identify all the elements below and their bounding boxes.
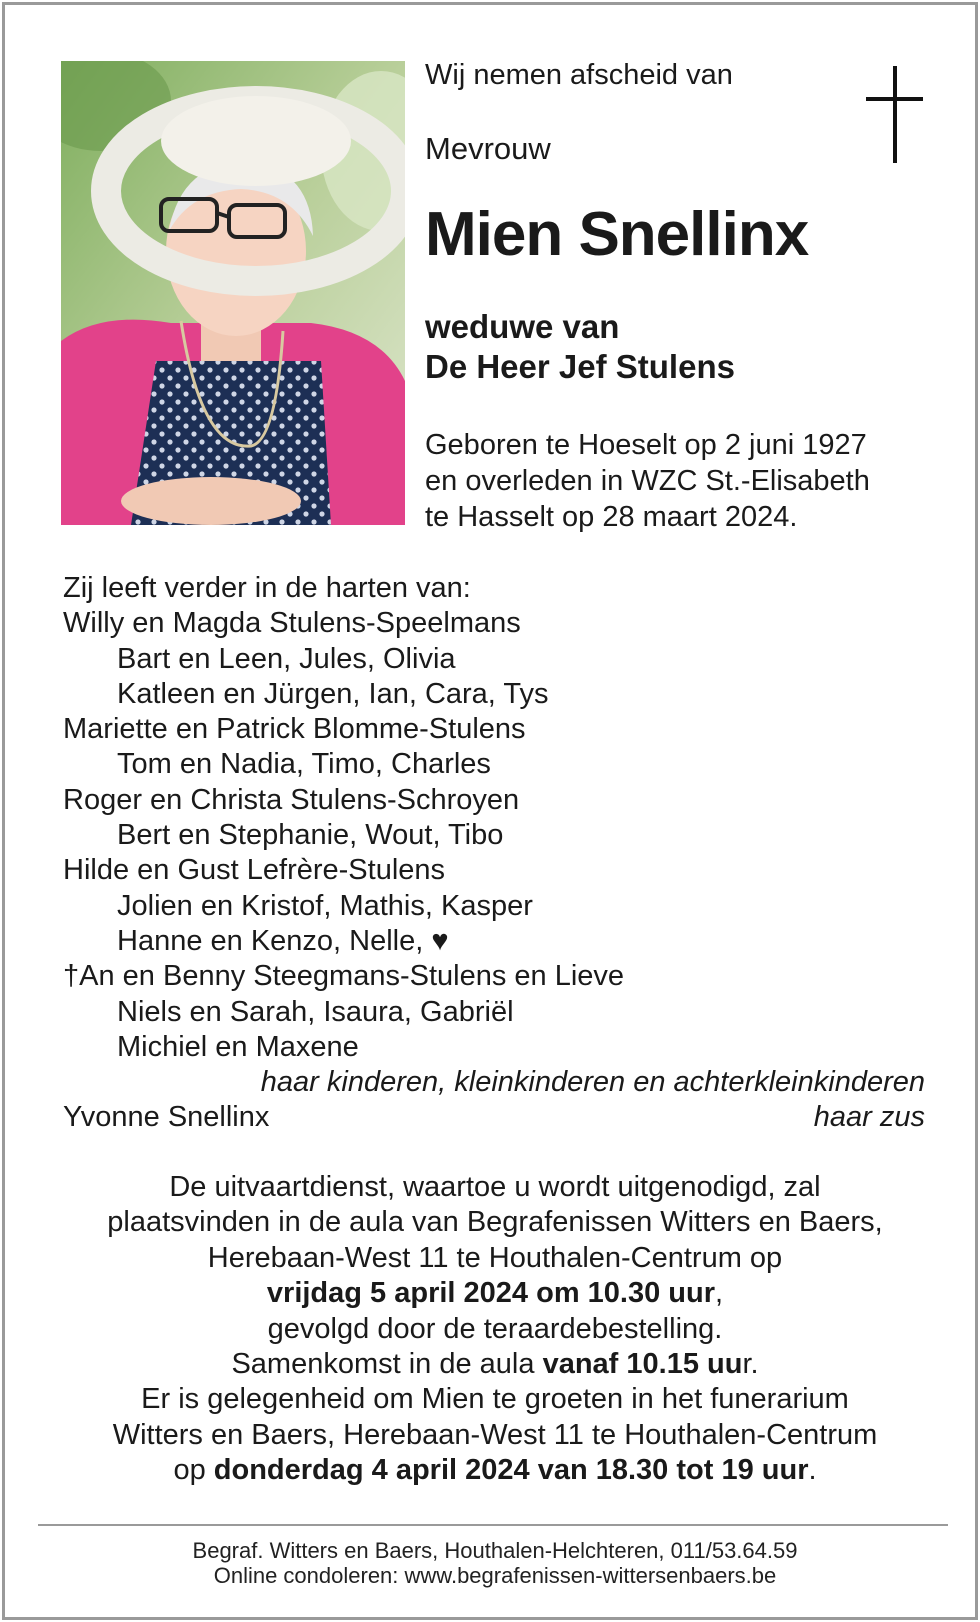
cross-icon bbox=[866, 66, 926, 166]
family-line: Hilde en Gust Lefrère-Stulens bbox=[63, 854, 446, 887]
service-line: Herebaan-West 11 te Houthalen-Centrum op bbox=[207, 1241, 783, 1274]
service-date-line: vrijdag 5 april 2024 om 10.30 uur, bbox=[266, 1277, 724, 1310]
family-line: Bert en Stephanie, Wout, Tibo bbox=[117, 819, 504, 852]
family-line: Niels en Sarah, Isaura, Gabriël bbox=[117, 995, 514, 1028]
service-details bbox=[35, 1170, 955, 1489]
deceased-name: Mien Snellinx bbox=[425, 200, 809, 269]
service-line: Witters en Baers, Herebaan-West 11 te Houthalen-Centrum bbox=[112, 1418, 878, 1451]
family-line: Roger en Christa Stulens-Schroyen bbox=[63, 783, 520, 816]
gathering-time: vanaf 10.15 uu bbox=[542, 1348, 743, 1381]
footer-divider bbox=[38, 1524, 948, 1526]
viewing-line: op donderdag 4 april 2024 van 18.30 tot 19 uur. bbox=[173, 1454, 817, 1487]
service-date: vrijdag 5 april 2024 om 10.30 uur bbox=[266, 1277, 716, 1310]
spouse-name: De Heer Jef Stulens bbox=[425, 348, 735, 385]
service-line: De uitvaartdienst, waartoe u wordt uitgenodigd, zal bbox=[169, 1171, 821, 1203]
family-line: Hanne en Kenzo, Nelle, ♥ bbox=[117, 924, 449, 957]
family-relation: haar kinderen, kleinkinderen en achterkleinkinderen bbox=[260, 1066, 925, 1099]
family-heading: Zij leeft verder in de harten van: bbox=[63, 572, 471, 604]
obituary-card bbox=[2, 2, 978, 1620]
honorific: Mevrouw bbox=[425, 131, 551, 166]
born-line: Geboren te Hoeselt op 2 juni 1927 bbox=[425, 429, 867, 461]
family-line: Katleen en Jürgen, Ian, Cara, Tys bbox=[117, 677, 549, 710]
family-line: Willy en Magda Stulens-Speelmans bbox=[63, 607, 521, 640]
service-line: plaatsvinden in de aula van Begrafenissen Witters en Baers, bbox=[107, 1206, 883, 1239]
born-line: te Hasselt op 28 maart 2024. bbox=[425, 501, 798, 533]
condolence-link[interactable]: Online condoleren: www.begrafenissen-wittersenbaers.be bbox=[213, 1563, 777, 1588]
family-line: Tom en Nadia, Timo, Charles bbox=[117, 748, 491, 781]
intro-text: Wij nemen afscheid van bbox=[425, 59, 733, 91]
family-line: Mariette en Patrick Blomme-Stulens bbox=[63, 713, 526, 746]
footer bbox=[35, 1538, 955, 1588]
funeral-home-contact: Begraf. Witters en Baers, Houthalen-Helchteren, 011/53.64.59 bbox=[192, 1538, 798, 1563]
birth-death-details bbox=[425, 427, 870, 535]
sister-name: Yvonne Snellinx bbox=[63, 1101, 270, 1134]
service-line: gevolgd door de teraardebestelling. bbox=[267, 1312, 723, 1345]
family-line: Michiel en Maxene bbox=[117, 1030, 359, 1063]
portrait-photo bbox=[61, 61, 405, 525]
family-line: Bart en Leen, Jules, Olivia bbox=[117, 642, 456, 675]
gathering-line: Samenkomst in de aula vanaf 10.15 uur. bbox=[231, 1348, 759, 1381]
family-line: †An en Benny Steegmans-Stulens en Lieve bbox=[63, 960, 625, 993]
widow-of bbox=[425, 307, 735, 387]
family-line: Jolien en Kristof, Mathis, Kasper bbox=[117, 889, 533, 922]
sister-relation: haar zus bbox=[813, 1101, 925, 1134]
widow-label: weduwe van bbox=[425, 308, 620, 345]
viewing-date: donderdag 4 april 2024 van 18.30 tot 19 uur bbox=[213, 1454, 809, 1487]
sister-row bbox=[63, 1100, 925, 1135]
born-line: en overleden in WZC St.-Elisabeth bbox=[425, 465, 870, 497]
family-list bbox=[63, 571, 925, 1136]
service-line: Er is gelegenheid om Mien te groeten in het funerarium bbox=[141, 1383, 849, 1416]
